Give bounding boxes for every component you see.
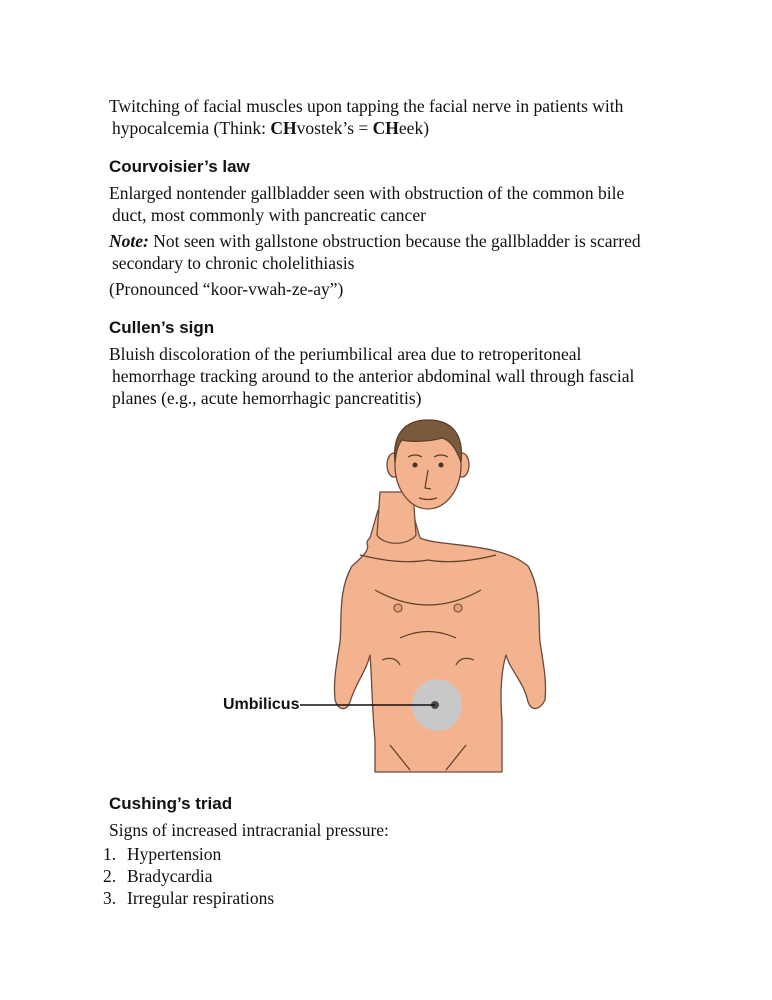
left-eye: [413, 463, 418, 468]
list-item: 1. Hypertension: [103, 844, 222, 864]
courvoisier-desc-line-2: duct, most commonly with pancreatic cancer: [112, 205, 426, 225]
courvoisier-description: [109, 182, 624, 226]
cushing-list: [103, 843, 274, 909]
list-item: 2. Bradycardia: [103, 866, 213, 886]
courvoisier-note-line-1: Note: Not seen with gallstone obstruction because the gallbladder is scarred: [109, 231, 641, 251]
left-nipple: [394, 604, 402, 612]
chvostek-description: [109, 95, 623, 139]
cushing-heading: Cushing’s triad: [109, 794, 233, 813]
courvoisier-desc-line-1: Enlarged nontender gallbladder seen with obstruction of the common bile: [109, 183, 625, 203]
courvoisier-pronunciation: (Pronounced “koor-vwah-ze-ay”): [109, 279, 344, 299]
torso-shape: [334, 510, 545, 772]
chvostek-line-2: hypocalcemia (Think: CHvostek’s = CHeek): [112, 118, 430, 138]
cullen-description: [109, 343, 634, 409]
note-label: Note:: [109, 231, 149, 251]
right-nipple: [454, 604, 462, 612]
right-eye: [439, 463, 444, 468]
courvoisier-note: [109, 230, 641, 274]
courvoisier-note-line-2: secondary to chronic cholelithiasis: [112, 253, 355, 273]
cullen-line-2: hemorrhage tracking around to the anterior abdominal wall through fascial: [112, 366, 635, 386]
courvoisier-heading: Courvoisier’s law: [109, 157, 250, 176]
chvostek-line-1: Twitching of facial muscles upon tapping the facial nerve in patients with: [109, 96, 624, 116]
cushing-intro: Signs of increased intracranial pressure:: [109, 820, 389, 840]
list-item: 3. Irregular respirations: [103, 888, 275, 908]
cullen-line-3: planes (e.g., acute hemorrhagic pancreatitis): [112, 388, 422, 408]
umbilicus-label: Umbilicus: [223, 696, 300, 713]
cullen-line-1: Bluish discoloration of the periumbilical area due to retroperitoneal: [109, 344, 582, 364]
cullen-heading: Cullen’s sign: [109, 318, 215, 337]
cullen-sign-illustration: [210, 410, 570, 780]
